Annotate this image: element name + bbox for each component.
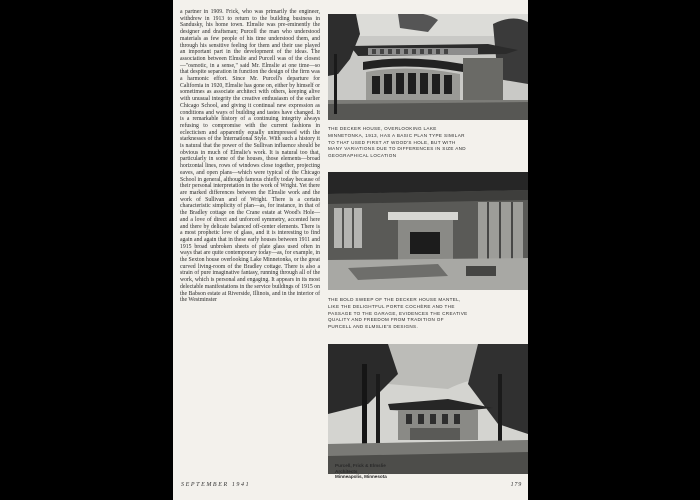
photo2-caption: THE BOLD SWEEP OF THE DECKER HOUSE MANTEL, LIKE THE DELIGHTFUL PORTE COCHÈRE AND THE PASSAGE TO THE GARAGE, EVIDENCES THE CREATIVE QUALITY AND FREEDOM FROM TRADITION OF PURCELL AND ELMSLIE'S DESIGNS. xyxy=(328,297,468,330)
magazine-page xyxy=(173,0,528,500)
photo1-caption: THE DECKER HOUSE, OVERLOOKING LAKE MINNETONKA, 1913, HAS A BASIC PLAN TYPE SIMILAR TO THAT USED FIRST AT WOOD'S HOLE, BUT WITH MANY VARIATIONS DUE TO DIFFERENCES IN SIZE AND GEOGRAPHICAL LOCATION xyxy=(328,126,466,159)
article-text: a partner in 1909. Frick, who was primarily the engineer, withdrew in 1913 to return to the building business in Sandusky, his home town. Elmslie was pre-eminently the designer and draftsman; Purcell the man who understood materials as few people of his time understood them, and through his sensitive feeling for them and their use played an important part in the development of the ideas. The association between Elmslie and Purcell was of the closest—"osmotic, in a sense," said Mr. Elmslie at one time—so that despite separation in function the design of the firm was a harmonic effort. Since Mr. Purcell's departure for California in 1920, Elmslie has gone on, either by himself or sometimes as associate architect with others, keeping alive with unusual integrity the creative enthusiasm of the earlier Chicago School, and giving it continual new expression as conditions and ways of building and tastes have changed. It is a remarkable history of a continuing integrity always refusing to compromise with the current fashions in eclecticism and apparently equally unimpressed with the starknesses of the International Style. With such a history it is natural that the power of the Sullivan influence should be obvious in much of Elmslie's work. It is natural too that, particularly in some of the houses, those elements—broad horizontal lines, rows of windows close together, projecting eaves, and open plans—which were typical of the Chicago School in general, although famous chiefly today because of their personal interpretation in the work of Wright. Yet there are marked differences between the Elmslie work and the work of Sullivan and of Wright. There is a certain characteristic simplicity of plan—as, for instance, in that of the Bradley cottage on the Crane estate at Wood's Hole—and a love of direct and unforced symmetry, accented here and there by delicate balanced off-center elements. There is a most prophetic love of glass, and it is interesting to find again and again that in these early houses between 1911 and 1915 broad unbroken sheets of plate glass used often in ways that are quite contemporary today—as, for example, in the Sexton house overlooking Lake Minnetonka, or the great curved living-room of the Bradley cottage. There is also a strain of pure imaginative fantasy, running through all of the work, which is personal and engaging. It appears in its most delectable manifestations in the service buildings of 1915 on the Babson estate at Riverside, Illinois, and in the interior of the Westminster xyxy=(180,9,320,304)
credit-location: Minneapolis, Minnesota xyxy=(335,474,387,480)
credit-role: Architects xyxy=(335,468,358,474)
house-among-trees-photo xyxy=(328,344,528,474)
page-number: 179 xyxy=(510,482,522,488)
decker-house-mantel-photo xyxy=(328,172,528,290)
issue-date: SEPTEMBER 1941 xyxy=(181,482,251,488)
article-column xyxy=(180,9,320,304)
credit-firm: Purcell, Frick & Elmslie xyxy=(335,463,386,468)
decker-house-exterior-photo xyxy=(328,14,528,120)
architect-credit xyxy=(335,463,415,480)
